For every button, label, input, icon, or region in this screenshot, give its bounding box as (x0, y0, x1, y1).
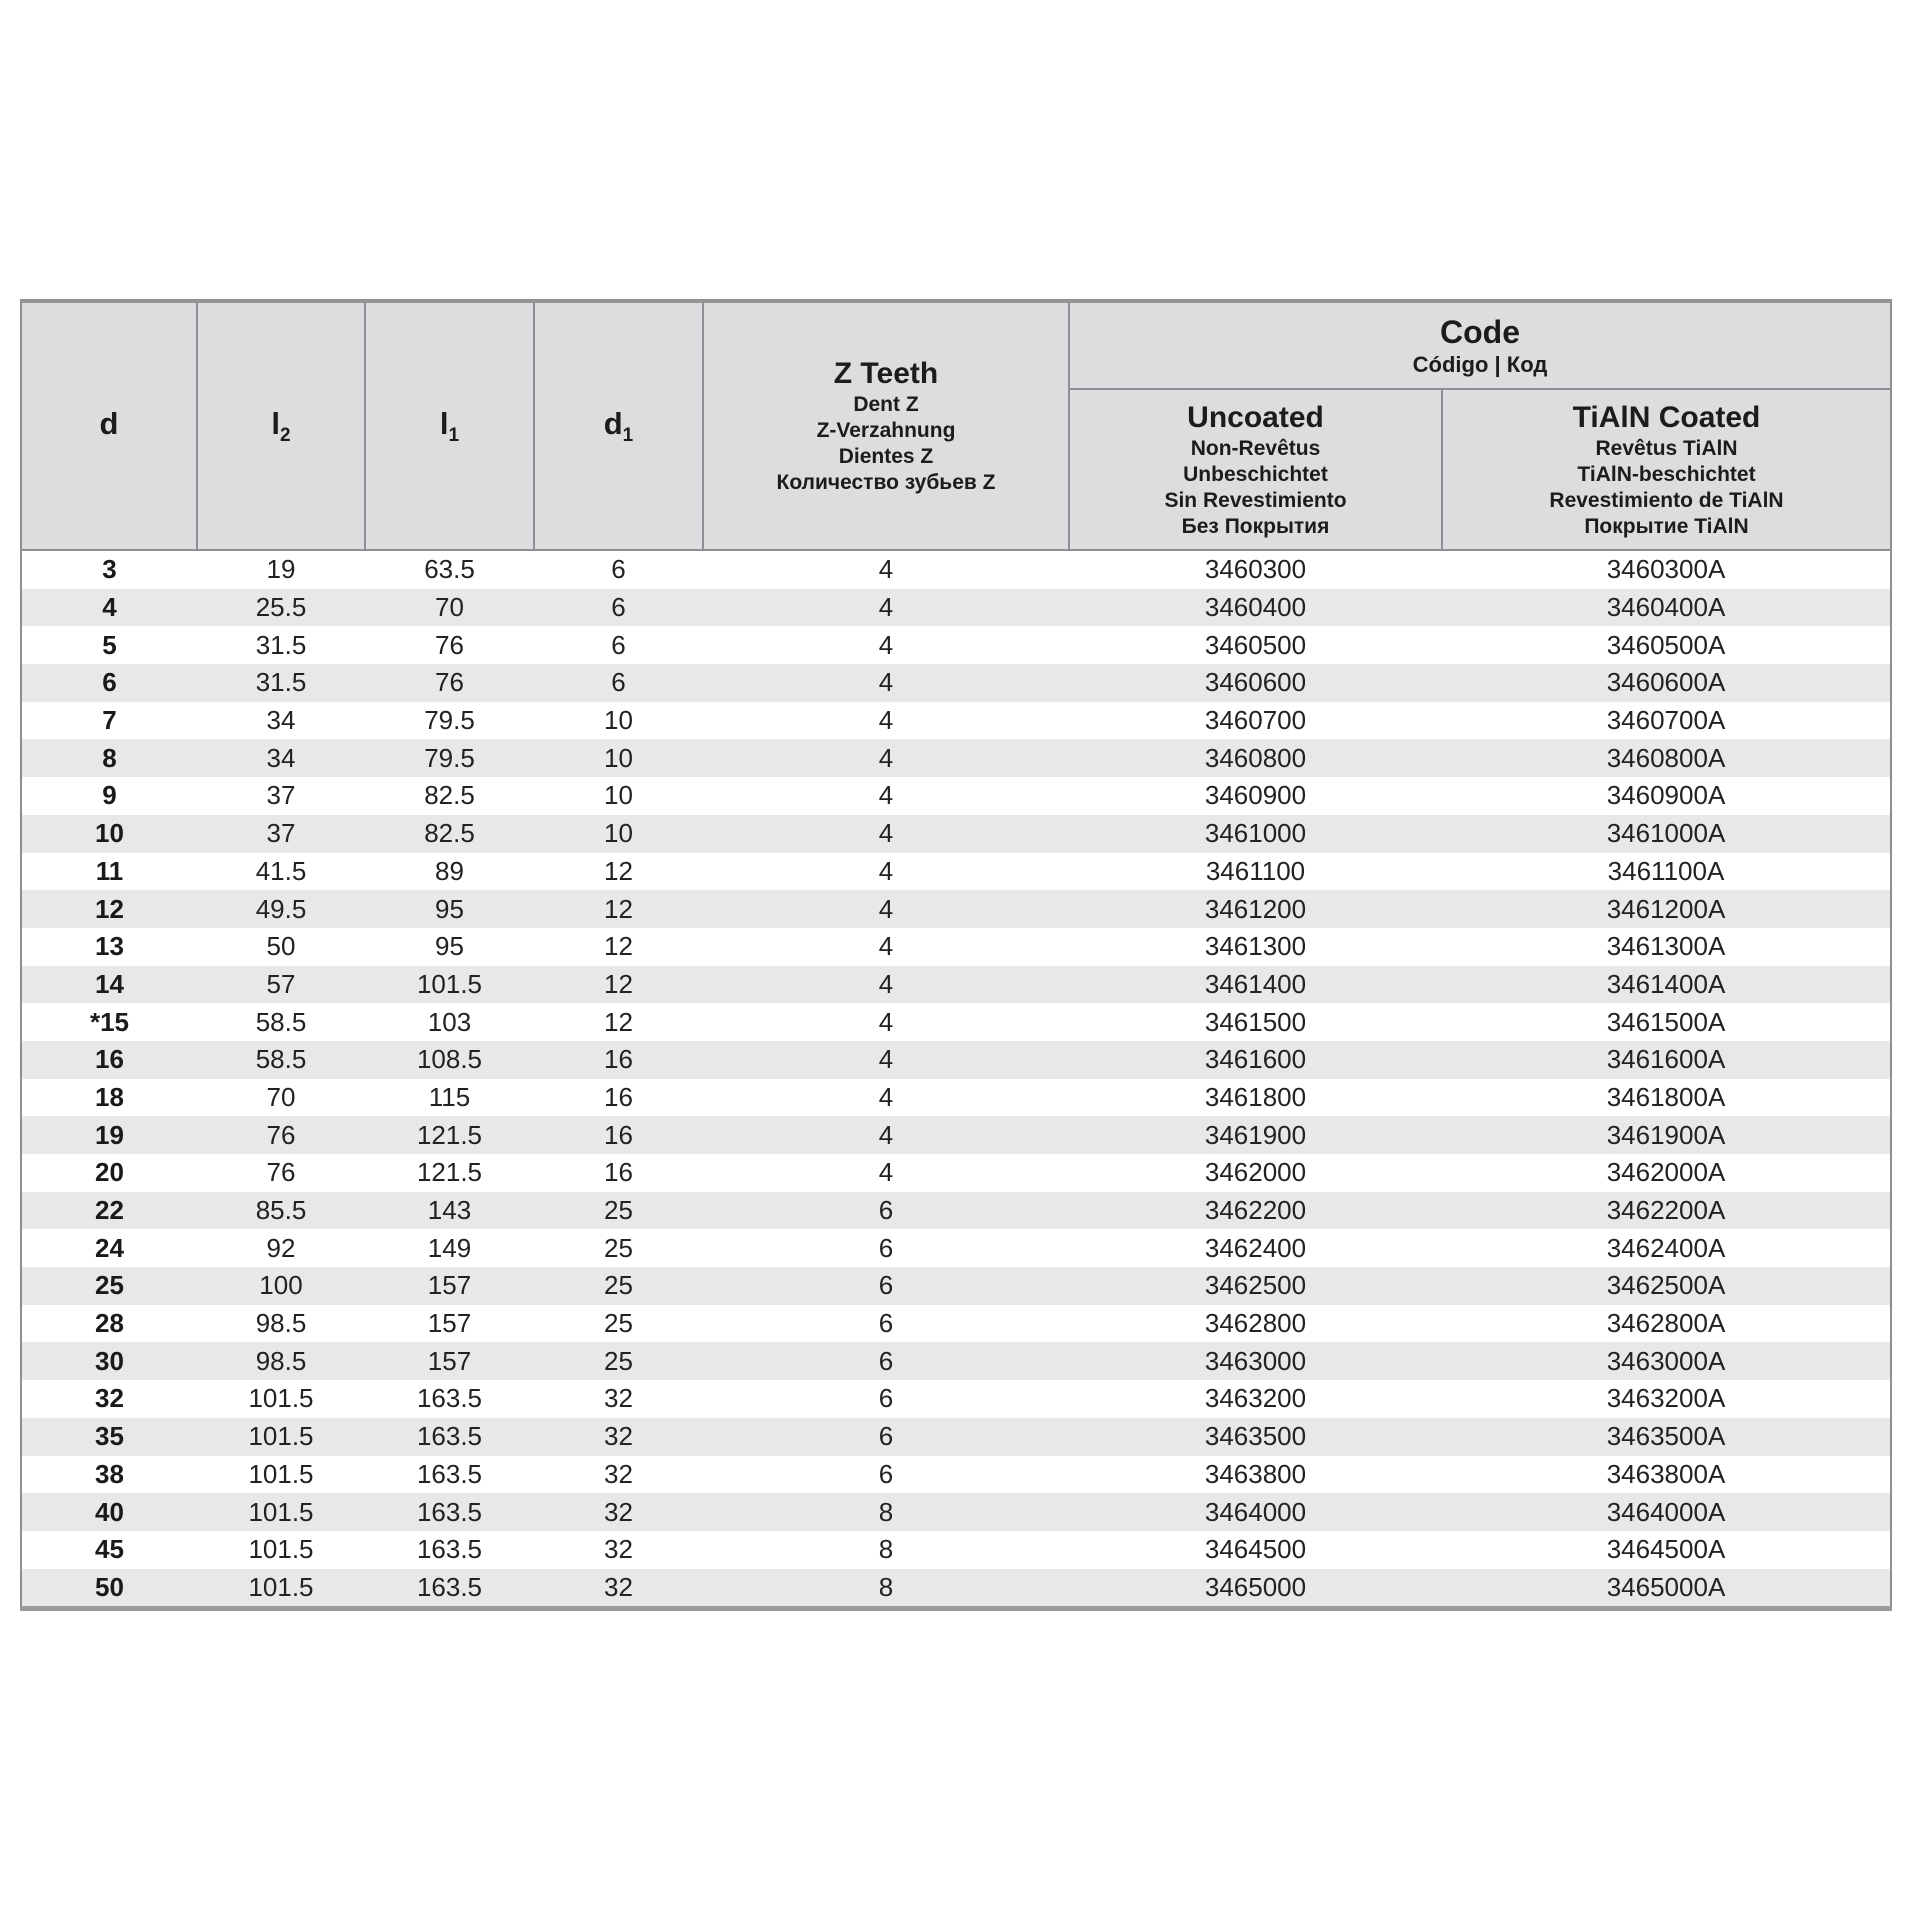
cell-d1: 12 (604, 893, 633, 924)
cell-d1: 32 (604, 1383, 633, 1414)
cell-code-uncoated: 3461600 (1204, 1044, 1307, 1075)
cell-l1: 163.5 (416, 1421, 483, 1452)
cell-l2: 101.5 (248, 1534, 314, 1565)
code-subtitle: Código | Код (1412, 351, 1548, 377)
cell-d: 10 (95, 818, 124, 849)
table-row (21, 928, 1891, 966)
cell-d: 4 (102, 592, 117, 623)
cell-l1: 70 (435, 592, 464, 623)
cell-code-uncoated: 3461200 (1204, 893, 1307, 924)
cell-code-tialn: 3462500A (1606, 1270, 1726, 1301)
header-subline: Sin Revestimiento (1164, 488, 1347, 512)
cell-l2: 70 (266, 1081, 296, 1112)
cell-l2: 101.5 (248, 1496, 314, 1527)
cell-d: 14 (95, 968, 124, 999)
cell-z-teeth: 4 (878, 931, 894, 962)
col-header-l2: l2 (197, 301, 365, 550)
col-header-d1-label: d (603, 405, 623, 441)
header-subline: Количество зубьев Z (776, 471, 996, 494)
header-subline: Dientes Z (838, 445, 934, 468)
cell-code-tialn: 3463200A (1606, 1383, 1726, 1414)
cell-l1: 149 (427, 1232, 472, 1263)
cell-d: 3 (102, 554, 117, 585)
cell-d: 9 (102, 780, 117, 811)
cell-d: 30 (95, 1345, 124, 1376)
cell-d1: 25 (604, 1195, 633, 1226)
cell-z-teeth: 4 (878, 780, 894, 811)
col-header-d1: d1 (534, 301, 703, 550)
cell-d1: 32 (604, 1534, 633, 1565)
header-subline: Revestimiento de TiAlN (1549, 488, 1784, 512)
cell-code-tialn: 3461900A (1606, 1119, 1726, 1150)
cell-d1: 6 (611, 592, 626, 623)
cell-code-tialn: 3460300A (1606, 554, 1726, 585)
cell-l2: 101.5 (248, 1421, 314, 1452)
cell-d: 32 (95, 1383, 124, 1414)
cell-l1: 101.5 (416, 968, 483, 999)
cell-d1: 32 (604, 1458, 633, 1489)
cell-code-uncoated: 3465000 (1204, 1571, 1307, 1602)
cell-code-tialn: 3460700A (1606, 705, 1726, 736)
col-header-l1-label: l (439, 405, 449, 441)
cell-code-tialn: 3465000A (1606, 1571, 1726, 1602)
code-title: Code (1440, 313, 1520, 350)
table-row (21, 702, 1891, 740)
table-row (21, 890, 1891, 928)
cell-l1: 121.5 (416, 1157, 483, 1188)
cell-d: 11 (95, 855, 124, 886)
header-subline: Без Покрытия (1181, 514, 1330, 538)
cell-code-uncoated: 3462500 (1204, 1270, 1307, 1301)
cell-d1: 6 (611, 629, 626, 660)
cell-z-teeth: 6 (878, 1458, 894, 1489)
cell-l2: 49.5 (255, 893, 307, 924)
cell-l2: 34 (266, 705, 296, 736)
cell-code-uncoated: 3460800 (1204, 742, 1307, 773)
col-header-d (21, 301, 197, 550)
cell-l1: 79.5 (424, 705, 475, 736)
table-row (21, 1079, 1891, 1117)
spec-table-container (20, 299, 1892, 1611)
table-row (21, 853, 1891, 891)
cell-code-tialn: 3462800A (1606, 1308, 1726, 1339)
table-row (21, 664, 1891, 702)
table-row (21, 1456, 1891, 1494)
cell-z-teeth: 6 (878, 1308, 894, 1339)
cell-code-tialn: 3460600A (1606, 667, 1726, 698)
tialn-header (1442, 389, 1891, 550)
cell-code-tialn: 3462400A (1606, 1232, 1726, 1263)
tialn-title: TiAlN Coated (1572, 400, 1761, 434)
header-subline: TiAlN-beschichtet (1577, 462, 1756, 486)
cell-d1: 25 (604, 1232, 633, 1263)
cell-code-tialn: 3460500A (1606, 629, 1726, 660)
cell-l2: 37 (266, 818, 296, 849)
cell-code-tialn: 3460800A (1606, 742, 1726, 773)
cell-code-uncoated: 3461000 (1204, 818, 1307, 849)
cell-d1: 6 (611, 667, 626, 698)
cell-code-uncoated: 3462800 (1204, 1308, 1307, 1339)
cell-code-tialn: 3460400A (1606, 592, 1726, 623)
cell-l1: 108.5 (416, 1044, 483, 1075)
cell-z-teeth: 4 (878, 705, 894, 736)
cell-code-tialn: 3461400A (1606, 968, 1726, 999)
cell-l2: 85.5 (255, 1195, 307, 1226)
cell-l2: 25.5 (255, 592, 307, 623)
cell-z-teeth: 8 (878, 1534, 894, 1565)
cell-z-teeth: 4 (878, 968, 894, 999)
cell-code-uncoated: 3461800 (1204, 1081, 1307, 1112)
cell-code-uncoated: 3463000 (1204, 1345, 1307, 1376)
cell-l2: 34 (266, 742, 296, 773)
table-row (21, 815, 1891, 853)
cell-code-uncoated: 3463500 (1204, 1421, 1307, 1452)
cell-l2: 101.5 (248, 1383, 314, 1414)
cell-code-uncoated: 3461900 (1204, 1119, 1307, 1150)
cell-code-uncoated: 3461400 (1204, 968, 1307, 999)
cell-z-teeth: 6 (878, 1270, 894, 1301)
cell-z-teeth: 4 (878, 1157, 894, 1188)
cell-d: 20 (95, 1157, 124, 1188)
cell-code-tialn: 3463800A (1606, 1458, 1726, 1489)
cell-z-teeth: 6 (878, 1421, 894, 1452)
cell-z-teeth: 4 (878, 667, 894, 698)
cell-d: *15 (89, 1006, 130, 1037)
cell-d: 13 (95, 931, 124, 962)
cell-code-uncoated: 3464500 (1204, 1534, 1307, 1565)
cell-code-tialn: 3461200A (1606, 893, 1726, 924)
cell-l1: 157 (427, 1345, 472, 1376)
table-row (21, 1342, 1891, 1380)
cell-l2: 92 (266, 1232, 296, 1263)
cell-code-uncoated: 3460400 (1204, 592, 1307, 623)
cell-l2: 101.5 (248, 1571, 314, 1602)
cell-d1: 16 (604, 1157, 633, 1188)
cell-code-uncoated: 3462400 (1204, 1232, 1307, 1263)
cell-code-uncoated: 3463800 (1204, 1458, 1307, 1489)
header-subline: Покрытие TiAlN (1584, 514, 1749, 538)
cell-l1: 63.5 (424, 554, 475, 585)
col-header-d-label: d (99, 405, 119, 441)
cell-z-teeth: 8 (878, 1496, 894, 1527)
header-subline: Z-Verzahnung (816, 419, 956, 442)
table-row (21, 626, 1891, 664)
cell-z-teeth: 4 (878, 629, 894, 660)
cell-l1: 95 (435, 931, 464, 962)
cell-d1: 6 (611, 554, 626, 585)
table-row (21, 1041, 1891, 1079)
cell-code-tialn: 3462200A (1606, 1195, 1726, 1226)
table-row (21, 1116, 1891, 1154)
table-row (21, 966, 1891, 1004)
spec-table (20, 299, 1892, 1611)
cell-z-teeth: 4 (878, 1119, 894, 1150)
cell-d: 8 (102, 742, 117, 773)
cell-l1: 157 (427, 1270, 472, 1301)
cell-l1: 76 (435, 667, 464, 698)
table-row (21, 550, 1891, 589)
cell-l2: 76 (266, 1119, 296, 1150)
cell-d: 24 (95, 1232, 124, 1263)
cell-d: 38 (95, 1458, 124, 1489)
cell-z-teeth: 8 (878, 1571, 894, 1602)
cell-d1: 16 (604, 1119, 633, 1150)
cell-d: 18 (95, 1081, 124, 1112)
cell-l1: 95 (435, 893, 464, 924)
cell-l1: 163.5 (416, 1458, 483, 1489)
cell-l1: 76 (435, 629, 464, 660)
header-subline: Revêtus TiAlN (1595, 436, 1738, 460)
table-header (21, 301, 1891, 550)
cell-code-tialn: 3462000A (1606, 1157, 1726, 1188)
header-subline: Unbeschichtet (1183, 462, 1328, 486)
cell-z-teeth: 4 (878, 1006, 894, 1037)
cell-d: 40 (95, 1496, 124, 1527)
cell-z-teeth: 4 (878, 818, 894, 849)
code-group-header (1069, 301, 1891, 389)
cell-d1: 32 (604, 1496, 633, 1527)
cell-l1: 121.5 (416, 1119, 483, 1150)
cell-code-uncoated: 3461100 (1205, 855, 1306, 886)
cell-l1: 79.5 (424, 742, 475, 773)
cell-d: 25 (95, 1270, 124, 1301)
cell-code-uncoated: 3460900 (1204, 780, 1307, 811)
table-row (21, 1229, 1891, 1267)
cell-z-teeth: 6 (878, 1232, 894, 1263)
table-row (21, 1531, 1891, 1569)
cell-code-tialn: 3463500A (1606, 1421, 1726, 1452)
cell-d1: 12 (604, 931, 633, 962)
cell-l2: 57 (266, 968, 296, 999)
cell-code-uncoated: 3460500 (1204, 629, 1307, 660)
cell-code-tialn: 3461800A (1606, 1081, 1726, 1112)
cell-l2: 37 (266, 780, 296, 811)
cell-z-teeth: 6 (878, 1195, 894, 1226)
cell-l2: 31.5 (255, 667, 307, 698)
cell-l2: 31.5 (255, 629, 307, 660)
col-header-l2-label: l (271, 405, 281, 441)
cell-l1: 89 (435, 855, 464, 886)
cell-l1: 143 (427, 1195, 472, 1226)
cell-code-uncoated: 3464000 (1204, 1496, 1307, 1527)
cell-code-uncoated: 3462000 (1204, 1157, 1307, 1188)
cell-l2: 19 (266, 554, 296, 585)
cell-d1: 25 (604, 1345, 633, 1376)
cell-d1: 32 (604, 1421, 633, 1452)
cell-code-uncoated: 3460700 (1204, 705, 1307, 736)
cell-l1: 82.5 (424, 780, 475, 811)
table-row (21, 589, 1891, 627)
cell-d: 19 (95, 1119, 124, 1150)
header-subline: Dent Z (853, 393, 919, 416)
cell-l1: 103 (427, 1006, 472, 1037)
cell-d: 45 (95, 1534, 124, 1565)
cell-code-uncoated: 3461500 (1204, 1006, 1307, 1037)
cell-code-tialn: 3461600A (1606, 1044, 1726, 1075)
cell-code-uncoated: 3462200 (1204, 1195, 1307, 1226)
table-row (21, 1380, 1891, 1418)
cell-d1: 32 (604, 1571, 633, 1602)
cell-l1: 163.5 (416, 1571, 483, 1602)
cell-z-teeth: 4 (878, 893, 894, 924)
cell-code-tialn: 3464000A (1606, 1496, 1726, 1527)
cell-d1: 10 (604, 780, 633, 811)
cell-code-tialn: 3463000A (1606, 1345, 1726, 1376)
cell-d: 6 (102, 667, 117, 698)
cell-z-teeth: 4 (878, 742, 894, 773)
cell-d: 35 (95, 1421, 124, 1452)
table-row (21, 1569, 1891, 1609)
table-row (21, 1192, 1891, 1230)
uncoated-title: Uncoated (1187, 400, 1324, 434)
cell-d1: 12 (604, 855, 633, 886)
cell-d1: 25 (604, 1308, 633, 1339)
cell-z-teeth: 4 (878, 855, 894, 886)
table-body (21, 550, 1891, 1609)
cell-z-teeth: 4 (878, 554, 894, 585)
cell-l2: 58.5 (255, 1006, 307, 1037)
cell-z-teeth: 4 (878, 592, 894, 623)
cell-d: 22 (95, 1195, 124, 1226)
cell-d1: 25 (604, 1270, 633, 1301)
cell-code-tialn: 3461000A (1606, 818, 1726, 849)
cell-l2: 101.5 (248, 1458, 314, 1489)
cell-d1: 16 (604, 1081, 633, 1112)
cell-l2: 100 (259, 1270, 303, 1301)
cell-d1: 16 (604, 1044, 633, 1075)
cell-d1: 10 (604, 742, 633, 773)
cell-d1: 10 (604, 818, 633, 849)
cell-code-tialn: 3461300A (1606, 931, 1726, 962)
cell-d: 12 (95, 893, 124, 924)
cell-l2: 41.5 (255, 855, 307, 886)
table-row (21, 1154, 1891, 1192)
cell-d1: 12 (604, 1006, 633, 1037)
cell-code-tialn: 3464500A (1606, 1534, 1726, 1565)
cell-code-uncoated: 3460300 (1204, 554, 1307, 585)
cell-l2: 98.5 (255, 1308, 307, 1339)
cell-code-uncoated: 3463200 (1204, 1383, 1307, 1414)
cell-d1: 12 (604, 968, 633, 999)
cell-d: 50 (95, 1571, 124, 1602)
cell-l1: 157 (427, 1308, 472, 1339)
z-teeth-title: Z Teeth (833, 357, 939, 390)
cell-d1: 10 (604, 705, 633, 736)
col-header-l1: l1 (365, 301, 534, 550)
cell-l1: 115 (428, 1081, 471, 1112)
cell-l1: 163.5 (416, 1383, 483, 1414)
cell-d: 5 (102, 629, 117, 660)
cell-code-tialn: 3461500A (1606, 1006, 1726, 1037)
table-row (21, 1003, 1891, 1041)
table-row (21, 1493, 1891, 1531)
cell-z-teeth: 6 (878, 1383, 894, 1414)
cell-z-teeth: 6 (878, 1345, 894, 1376)
cell-code-uncoated: 3460600 (1204, 667, 1307, 698)
cell-z-teeth: 4 (878, 1081, 894, 1112)
cell-d: 28 (95, 1308, 124, 1339)
cell-l2: 58.5 (255, 1044, 307, 1075)
table-row (21, 739, 1891, 777)
cell-d: 7 (102, 705, 117, 736)
cell-l2: 98.5 (255, 1345, 307, 1376)
cell-code-uncoated: 3461300 (1204, 931, 1307, 962)
cell-l1: 163.5 (416, 1496, 483, 1527)
table-row (21, 1418, 1891, 1456)
cell-code-tialn: 3461100A (1607, 855, 1725, 886)
table-row (21, 1267, 1891, 1305)
col-header-z-teeth (703, 301, 1069, 550)
cell-l1: 82.5 (424, 818, 475, 849)
uncoated-header (1069, 389, 1442, 550)
cell-l2: 76 (266, 1157, 296, 1188)
cell-l1: 163.5 (416, 1534, 483, 1565)
cell-d: 16 (95, 1044, 124, 1075)
cell-code-tialn: 3460900A (1606, 780, 1726, 811)
header-subline: Non-Revêtus (1190, 436, 1321, 460)
cell-z-teeth: 4 (878, 1044, 894, 1075)
cell-l2: 50 (266, 931, 296, 962)
table-row (21, 777, 1891, 815)
table-row (21, 1305, 1891, 1343)
